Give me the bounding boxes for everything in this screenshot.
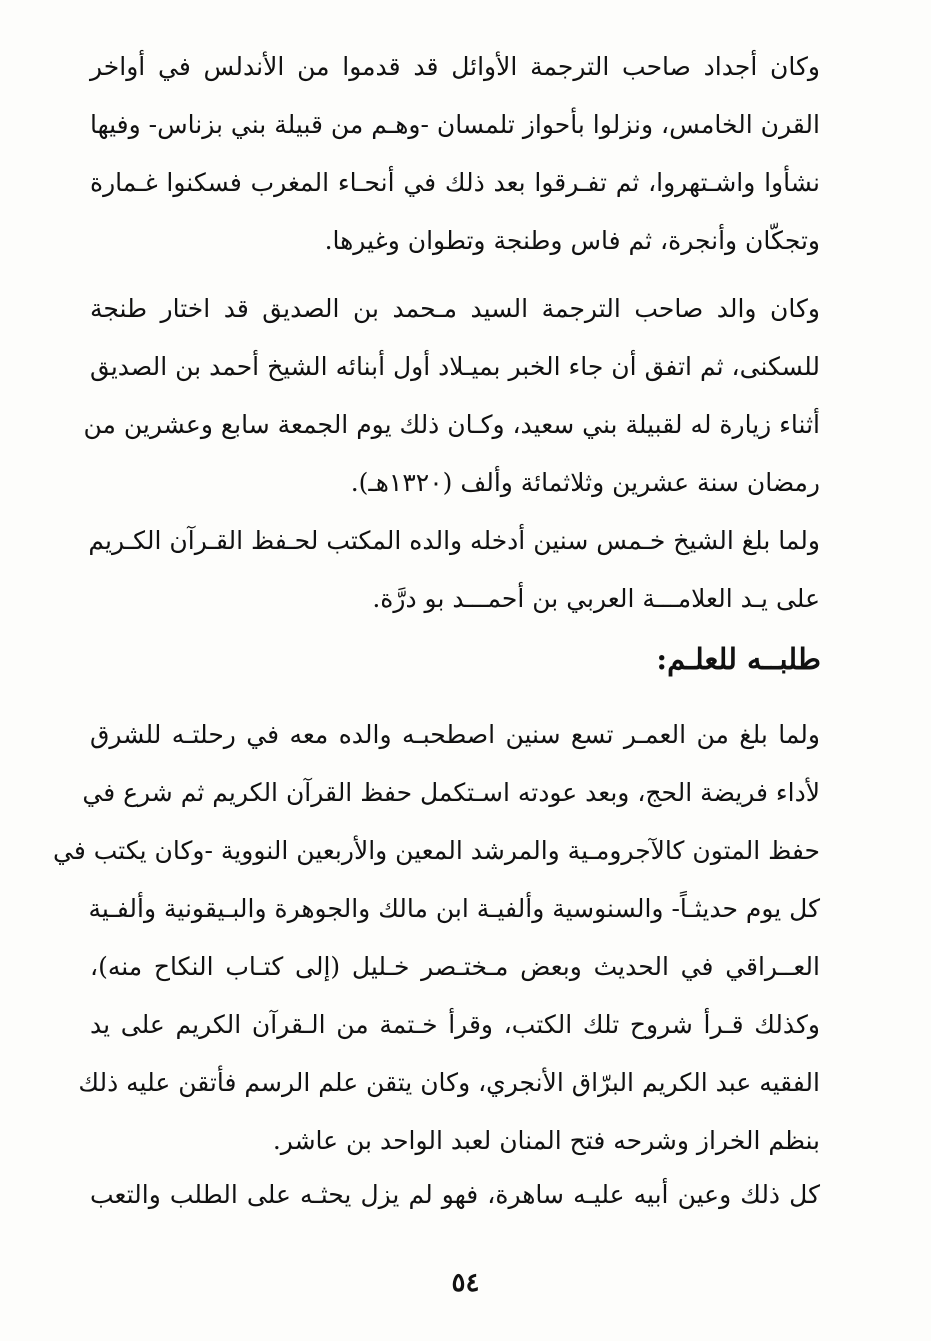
text-line: وكذلك قـرأ شروح تلك الكتب، وقرأ خـتمة من الـقرآن الكريم على يد (90, 1010, 820, 1039)
text-line: للسكنى، ثم اتفق أن جاء الخبر بميـلاد أول أبنائه الشيخ أحمد بن الصديق (90, 352, 820, 381)
text-line: القرن الخامس، ونزلوا بأحواز تلمسان -وهـم من قبيلة بني بزناس- وفيها (90, 110, 820, 139)
text-line: كل ذلك وعين أبيه عليـه ساهرة، فهو لم يزل يحثـه على الطلب والتعب (90, 1180, 820, 1209)
text-line: ولما بلغ الشيخ خـمس سنين أدخله والده المكتب لحـفظ القـرآن الكـريم (88, 526, 820, 555)
text-line: وكان والد صاحب الترجمة السيد مـحمد بن الصديق قد اختار طنجة (90, 294, 820, 323)
text-line: على يـد العلامـــة العربي بن أحمـــد بو درَّة. (372, 584, 820, 613)
text-line: لأداء فريضة الحج، وبعد عودته اسـتكمل حفظ القرآن الكريم ثم شرع في (82, 778, 820, 807)
page-number: ٥٤ (451, 1268, 480, 1298)
text-line: العــراقي في الحديث وبعض مـختـصر خـليل (إلى كتـاب النكاح منه)، (90, 952, 820, 981)
paragraph-quran (90, 512, 820, 628)
text-line: نشأوا واشـتهروا، ثم تفـرقوا بعد ذلك في أنحـاء المغرب فسكنوا غـمارة (90, 168, 820, 197)
section-heading: طلبــه للعلـم: (656, 642, 821, 676)
text-line: كل يوم حديثـاً- والسنوسية وألفيـة ابن مالك والجوهرة والبـيقونية وألفـية (88, 894, 820, 923)
text-line: رمضان سنة عشرين وثلاثمائة وألف (١٣٢٠هـ). (350, 468, 820, 497)
paragraph-ancestors (90, 38, 820, 270)
text-line: حفظ المتون كالآجرومـية والمرشد المعين والأربعين النووية -وكان يكتب في (53, 836, 820, 865)
text-line: ولما بلغ من العمـر تسع سنين اصطحبـه والده معه في رحلتـه للشرق (90, 720, 820, 749)
text-line: الفقيه عبد الكريم البرّاق الأنجري، وكان يتقن علم الرسم فأتقن عليه ذلك (78, 1068, 820, 1097)
paragraph-studies (53, 706, 820, 1170)
text-line: بنظم الخراز وشرحه فتح المنان لعبد الواحد بن عاشر. (272, 1126, 820, 1155)
text-line: وكان أجداد صاحب الترجمة الأوائل قد قدموا من الأندلس في أواخر (90, 52, 820, 81)
text-line: أثناء زيارة له لقبيلة بني سعيد، وكـان ذلك يوم الجمعة سابع وعشرين من (83, 410, 820, 439)
text-line: وتجكّان وأنجرة، ثم فاس وطنجة وتطوان وغيرها. (324, 226, 820, 255)
paragraph-father-care (90, 1166, 820, 1224)
paragraph-birth (83, 280, 820, 512)
